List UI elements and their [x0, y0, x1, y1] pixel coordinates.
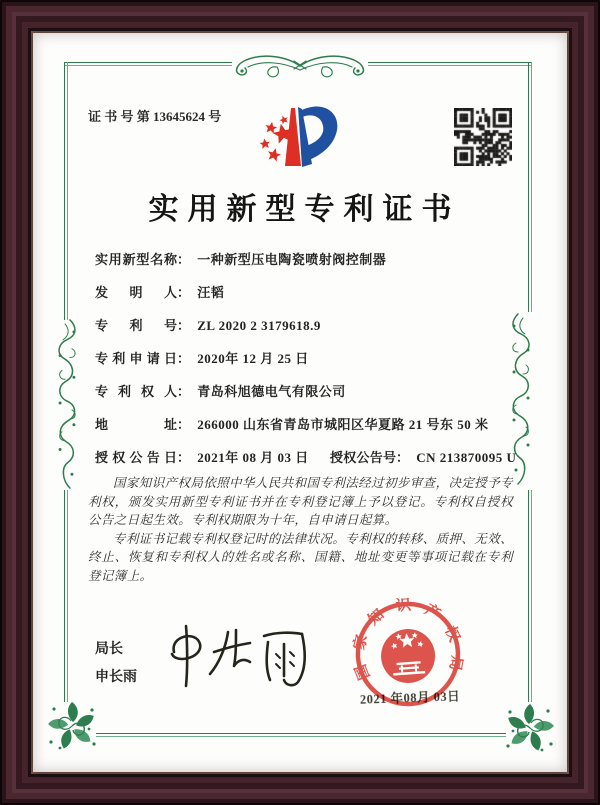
field-label: 专利申请日	[95, 351, 177, 366]
bottom-right-corner-ornament	[502, 700, 558, 756]
field-value: CN 213870095 U	[416, 450, 517, 465]
legal-paragraph-2: 专利证书记载专利权登记时的法律状况。专利权的转移、质押、无效、终止、恢复和专利权人的姓名或名称、国籍、地址变更等事项记载在专利登记簿上。	[88, 531, 513, 583]
legal-text	[88, 474, 513, 585]
field-row-filing-date	[95, 349, 525, 382]
director-title: 局长	[95, 642, 123, 657]
grant-number-group	[330, 448, 516, 468]
field-row-inventor	[95, 283, 525, 316]
field-colon: ：	[396, 450, 410, 465]
field-value: ZL 2020 2 3179618.9	[197, 318, 321, 333]
qr-code	[454, 108, 512, 166]
field-row-name	[95, 250, 525, 283]
border-left-lower-segment	[64, 490, 68, 702]
field-list	[95, 250, 525, 481]
field-row-patent-number	[95, 316, 525, 349]
field-value: 汪韬	[197, 285, 225, 300]
border-right-lower-segment	[528, 490, 532, 702]
field-label: 授权公告号	[330, 450, 396, 465]
certificate-title: 实用新型专利证书	[148, 193, 461, 226]
field-label: 发明人	[95, 285, 177, 300]
field-colon: ：	[177, 252, 191, 267]
seal-date: 2021 年08月 03日	[359, 689, 461, 707]
field-label: 专利权人	[95, 384, 177, 399]
field-value: 青岛科旭德电气有限公司	[197, 384, 346, 399]
field-value: 2020年 12 月 25 日	[197, 351, 309, 366]
handwritten-signature	[156, 618, 316, 696]
seal-ring-text: 国家知识产权局	[351, 597, 465, 682]
director-name: 申长雨	[95, 670, 137, 685]
left-flourish-ornament	[50, 316, 84, 494]
border-bottom-segment	[96, 733, 506, 737]
field-colon: ：	[177, 450, 191, 465]
field-colon: ：	[177, 351, 191, 366]
field-colon: ：	[177, 285, 191, 300]
top-flourish-ornament	[228, 46, 372, 84]
field-colon: ：	[177, 417, 191, 432]
certificate-number: 证 书 号 第 13645624 号	[88, 109, 222, 124]
field-value: 一种新型压电陶瓷喷射阀控制器	[197, 252, 387, 267]
legal-paragraph-1: 国家知识产权局依照中华人民共和国专利法经过初步审查，决定授予专利权，颁发实用新型专利证书并在专利登记簿上予以登记。专利权自授权公告之日起生效。专利权期限为十年，自申请日起算。	[88, 476, 513, 527]
field-value: 2021年 08 月 03 日	[197, 450, 309, 465]
field-colon: ：	[177, 384, 191, 399]
bottom-left-corner-ornament	[44, 698, 100, 754]
field-colon: ：	[177, 318, 191, 333]
border-top-right-segment	[368, 62, 532, 66]
cnipa-patent-logo-icon	[250, 94, 346, 182]
field-label: 地址	[95, 417, 177, 432]
field-label: 授权公告日	[95, 450, 177, 465]
border-top-left-segment	[64, 62, 232, 66]
field-label: 实用新型名称	[95, 252, 177, 267]
field-row-address	[95, 415, 525, 448]
field-row-patentee	[95, 382, 525, 415]
field-label: 专利号	[95, 318, 177, 333]
field-value: 266000 山东省青岛市城阳区华夏路 21 号东 50 米	[197, 417, 489, 432]
